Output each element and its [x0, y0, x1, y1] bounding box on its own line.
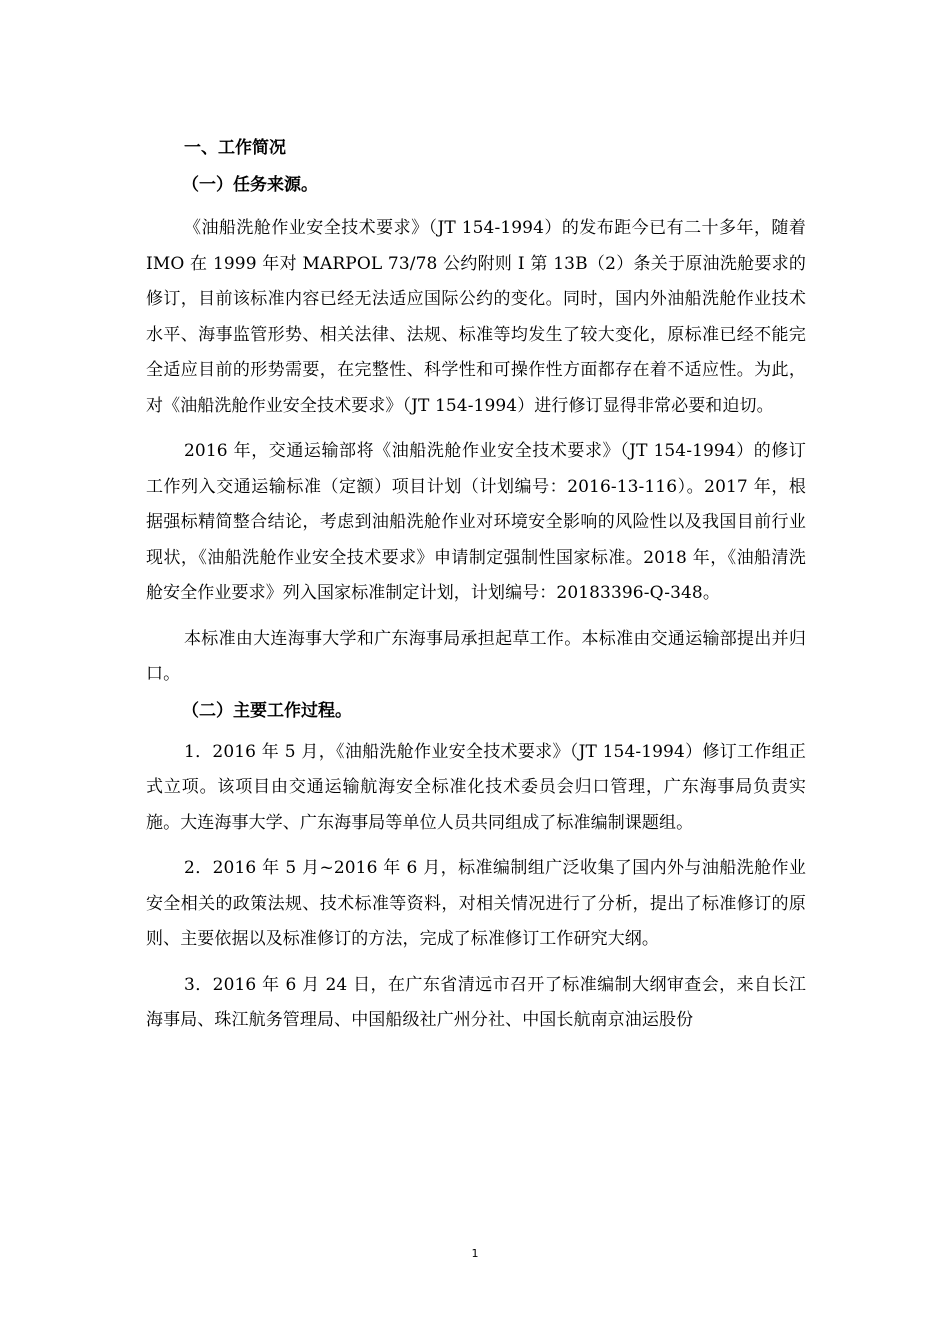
paragraph: 本标准由大连海事大学和广东海事局承担起草工作。本标准由交通运输部提出并归口。: [146, 628, 806, 684]
subsection-heading-work-process: （二）主要工作过程。: [182, 700, 352, 721]
page-number: 1: [471, 1247, 479, 1260]
section-heading: 一、工作简况: [184, 138, 286, 158]
paragraph: 3．2016 年 6 月 24 日，在广东省清远市召开了标准编制大纲审查会，来自长江海事局、珠江航务管理局、中国船级社广州分社、中国长航南京油运股份: [146, 974, 806, 1030]
subsection-heading-task-source: （一）任务来源。: [182, 175, 318, 195]
paragraph: 1．2016 年 5 月，《油船洗舱作业安全技术要求》（JT 154-1994）修订工作组正式立项。该项目由交通运输航海安全标准化技术委员会归口管理，广东海事局负责实施。大连海事大学、广东海事局等单位人员共同组成了标准编制课题组。: [146, 741, 806, 833]
paragraph: 2016 年，交通运输部将《油船洗舱作业安全技术要求》（JT 154-1994）的修订工作列入交通运输标准（定额）项目计划（计划编号：2016-13-116）。2017 年，根据强标精简整合结论，考虑到油船洗舱作业对环境安全影响的风险性以及我国目前行业现状，《油船洗舱作业安全技术要求》申请制定强制性国家标准。2018 年，《油船清洗舱安全作业要求》列入国家标准制定计划，计划编号：20183396-Q-348。: [146, 441, 806, 603]
paragraph: 2．2016 年 5 月~2016 年 6 月，标准编制组广泛收集了国内外与油船洗舱作业安全相关的政策法规、技术标准等资料，对相关情况进行了分析，提出了标准修订的原则、主要依据以及标准修订的方法，完成了标准修订工作研究大纲。: [146, 858, 806, 949]
paragraph: 《油船洗舱作业安全技术要求》（JT 154-1994）的发布距今已有二十多年，随着 IMO 在 1999 年对 MARPOL 73/78 公约附则 I 第 13B（2）条关于原油洗舱要求的修订，目前该标准内容已经无法适应国际公约的变化。同时，国内外油船洗舱作业技术水平、海事监管形势、相关法律、法规、标准等均发生了较大变化，原标准已经不能完全适应目前的形势需要，在完整性、科学性和可操作性方面都存在着不适应性。为此，对《油船洗舱作业安全技术要求》（JT 154-1994）进行修订显得非常必要和迫切。: [146, 218, 806, 416]
document-body: [146, 136, 806, 1039]
